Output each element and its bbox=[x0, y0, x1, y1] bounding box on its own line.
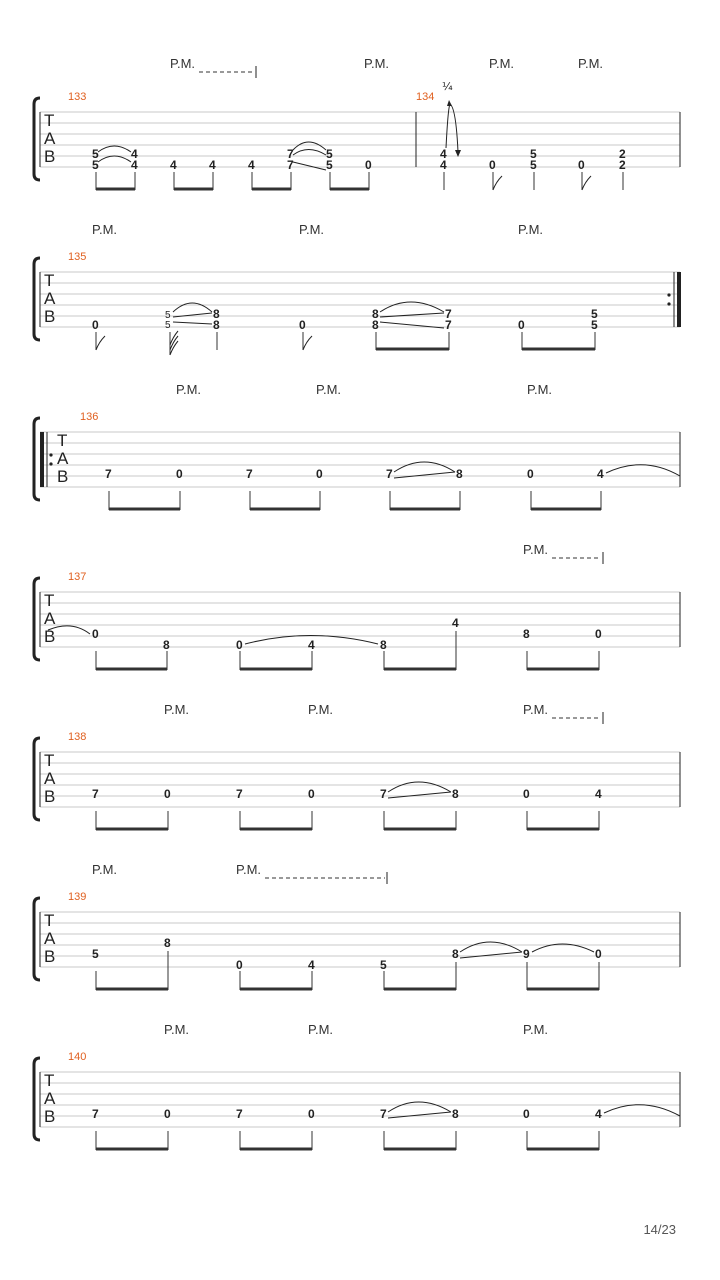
fret-number: 7 bbox=[445, 318, 452, 332]
tie bbox=[293, 142, 326, 150]
tab-clef-a: A bbox=[57, 449, 69, 468]
fret-number: 7 bbox=[92, 787, 99, 801]
system-bracket bbox=[34, 98, 40, 180]
fret-number: 0 bbox=[595, 947, 602, 961]
tie bbox=[173, 303, 212, 312]
fret-number: 4 bbox=[131, 158, 138, 172]
tie bbox=[388, 1102, 451, 1112]
fret-number: 0 bbox=[92, 318, 99, 332]
fret-number: 4 bbox=[209, 158, 216, 172]
palm-mute-label: P.M. bbox=[527, 382, 553, 397]
tab-staff bbox=[40, 272, 680, 327]
tab-staff bbox=[40, 1072, 680, 1127]
fret-number: 5 bbox=[591, 318, 598, 332]
palm-mute-label: P.M. bbox=[578, 56, 604, 71]
fret-number: 0 bbox=[236, 638, 243, 652]
measure-number: 140 bbox=[68, 1051, 87, 1063]
fret-number: 2 bbox=[619, 158, 626, 172]
tie bbox=[604, 1105, 680, 1116]
fret-number: 4 bbox=[131, 147, 138, 161]
fret-number: 8 bbox=[213, 307, 220, 321]
fret-number: 8 bbox=[372, 307, 379, 321]
palm-mute-label: P.M. bbox=[308, 1022, 334, 1037]
fret-number: 5 bbox=[326, 158, 333, 172]
tab-clef-a: A bbox=[44, 609, 56, 628]
fret-number: 4 bbox=[440, 158, 447, 172]
tab-clef-b: B bbox=[44, 147, 56, 166]
tab-staff bbox=[40, 912, 680, 967]
tab-clef-b: B bbox=[57, 467, 69, 486]
palm-mute-label: P.M. bbox=[176, 382, 202, 397]
measure-number: 139 bbox=[68, 891, 87, 903]
tie bbox=[98, 146, 131, 152]
system-4 bbox=[34, 542, 680, 670]
fret-number: 5 bbox=[530, 147, 537, 161]
fret-number: 2 bbox=[619, 147, 626, 161]
measure-number: 136 bbox=[80, 411, 99, 423]
fret-number: 0 bbox=[176, 467, 183, 481]
tab-clef-b: B bbox=[44, 627, 56, 646]
fret-number: 4 bbox=[308, 958, 315, 972]
tab-clef-t: T bbox=[44, 591, 55, 610]
repeat-dot bbox=[49, 462, 52, 465]
tab-clef-a: A bbox=[44, 929, 56, 948]
palm-mute-label: P.M. bbox=[92, 862, 118, 877]
palm-mute-label: P.M. bbox=[518, 222, 544, 237]
fret-number: 8 bbox=[380, 638, 387, 652]
tab-staff bbox=[40, 752, 680, 807]
fret-number: 8 bbox=[213, 318, 220, 332]
measure-number: 133 bbox=[68, 91, 87, 103]
fret-number: 0 bbox=[308, 787, 315, 801]
tab-clef-b: B bbox=[44, 947, 56, 966]
fret-number: 0 bbox=[308, 1107, 315, 1121]
palm-mute-label: P.M. bbox=[92, 222, 118, 237]
measure-number: 135 bbox=[68, 251, 87, 263]
system-bracket bbox=[34, 898, 40, 980]
palm-mute-label: P.M. bbox=[489, 56, 515, 71]
fret-number: 7 bbox=[287, 158, 294, 172]
fret-number: 0 bbox=[236, 958, 243, 972]
tab-clef-t: T bbox=[44, 271, 55, 290]
fret-number: 5 bbox=[380, 958, 387, 972]
system-1 bbox=[34, 56, 680, 190]
fret-number: 7 bbox=[105, 467, 112, 481]
system-bracket bbox=[34, 418, 40, 500]
palm-mute-label: P.M. bbox=[523, 542, 549, 557]
system-7 bbox=[34, 1022, 680, 1150]
fret-number: 7 bbox=[246, 467, 253, 481]
tie bbox=[98, 156, 131, 162]
tab-clef-b: B bbox=[44, 787, 56, 806]
fret-number: 0 bbox=[299, 318, 306, 332]
fret-number: 5 bbox=[92, 947, 99, 961]
palm-mute-label: P.M. bbox=[523, 1022, 549, 1037]
palm-mute-label: P.M. bbox=[308, 702, 334, 717]
fret-number: 4 bbox=[452, 616, 459, 630]
fret-number: 8 bbox=[452, 1107, 459, 1121]
fret-number: 4 bbox=[308, 638, 315, 652]
tie bbox=[394, 462, 455, 472]
repeat-dot bbox=[667, 293, 670, 296]
fret-number: 0 bbox=[527, 467, 534, 481]
system-bracket bbox=[34, 738, 40, 820]
fret-number: 0 bbox=[365, 158, 372, 172]
fret-number: 0 bbox=[578, 158, 585, 172]
system-2 bbox=[34, 222, 681, 355]
tab-clef-a: A bbox=[44, 129, 56, 148]
fret-number: 5 bbox=[165, 320, 171, 331]
tie bbox=[293, 150, 326, 156]
fret-number: 8 bbox=[163, 638, 170, 652]
system-6 bbox=[34, 862, 680, 990]
tab-clef-b: B bbox=[44, 307, 56, 326]
tie bbox=[380, 302, 444, 312]
system-bracket bbox=[34, 1058, 40, 1140]
tab-clef-b: B bbox=[44, 1107, 56, 1126]
slide bbox=[460, 952, 522, 958]
fret-number: 7 bbox=[236, 1107, 243, 1121]
tab-staff bbox=[40, 592, 680, 647]
fret-number: 5 bbox=[326, 147, 333, 161]
fret-number: 0 bbox=[518, 318, 525, 332]
tab-staff bbox=[40, 432, 680, 487]
fret-number: 7 bbox=[92, 1107, 99, 1121]
fret-number: 0 bbox=[489, 158, 496, 172]
measure-number: 138 bbox=[68, 731, 87, 743]
fret-number: 5 bbox=[591, 307, 598, 321]
fret-number: 4 bbox=[248, 158, 255, 172]
fret-number: 4 bbox=[440, 147, 447, 161]
repeat-start-bar bbox=[40, 432, 44, 487]
repeat-dot bbox=[49, 453, 52, 456]
fret-number: 8 bbox=[452, 947, 459, 961]
fret-number: 8 bbox=[452, 787, 459, 801]
tab-clef-t: T bbox=[44, 751, 55, 770]
system-bracket bbox=[34, 258, 40, 340]
palm-mute-label: P.M. bbox=[316, 382, 342, 397]
fret-number: 5 bbox=[92, 147, 99, 161]
tie bbox=[606, 465, 680, 476]
tab-clef-a: A bbox=[44, 769, 56, 788]
tab-clef-a: A bbox=[44, 1089, 56, 1108]
fret-number: 7 bbox=[380, 787, 387, 801]
fret-number: 7 bbox=[386, 467, 393, 481]
tab-clef-t: T bbox=[44, 911, 55, 930]
fret-number: 8 bbox=[523, 627, 530, 641]
fret-number: 4 bbox=[170, 158, 177, 172]
fret-number: 8 bbox=[372, 318, 379, 332]
system-bracket bbox=[34, 578, 40, 660]
fret-number: 4 bbox=[595, 787, 602, 801]
fret-number: 8 bbox=[164, 936, 171, 950]
palm-mute-label: P.M. bbox=[164, 702, 190, 717]
fret-number: 0 bbox=[523, 787, 530, 801]
bend-amount: ¼ bbox=[442, 80, 453, 93]
system-5 bbox=[34, 702, 680, 830]
palm-mute-label: P.M. bbox=[523, 702, 549, 717]
palm-mute-label: P.M. bbox=[170, 56, 196, 71]
fret-number: 7 bbox=[236, 787, 243, 801]
tab-clef-t: T bbox=[57, 431, 68, 450]
bend-arrowhead bbox=[447, 100, 452, 106]
fret-number: 7 bbox=[287, 147, 294, 161]
slide bbox=[173, 322, 212, 324]
palm-mute-label: P.M. bbox=[364, 56, 390, 71]
palm-mute-label: P.M. bbox=[299, 222, 325, 237]
fret-number: 9 bbox=[523, 947, 530, 961]
tab-clef-t: T bbox=[44, 111, 55, 130]
tie bbox=[388, 782, 451, 792]
palm-mute-label: P.M. bbox=[236, 862, 262, 877]
slide bbox=[388, 1112, 451, 1118]
fret-number: 7 bbox=[380, 1107, 387, 1121]
tab-clef-a: A bbox=[44, 289, 56, 308]
fret-number: 0 bbox=[523, 1107, 530, 1121]
palm-mute-label: P.M. bbox=[164, 1022, 190, 1037]
fret-number: 0 bbox=[595, 627, 602, 641]
fret-number: 8 bbox=[456, 467, 463, 481]
fret-number: 4 bbox=[595, 1107, 602, 1121]
slide bbox=[388, 792, 451, 798]
repeat-end-bar bbox=[677, 272, 681, 327]
fret-number: 5 bbox=[530, 158, 537, 172]
fret-number: 5 bbox=[92, 158, 99, 172]
measure-number: 137 bbox=[68, 571, 87, 583]
measure-number: 134 bbox=[416, 91, 435, 103]
fret-number: 0 bbox=[316, 467, 323, 481]
page-number: 14/23 bbox=[643, 1222, 676, 1237]
system-3 bbox=[34, 382, 680, 510]
tie bbox=[460, 942, 522, 952]
fret-number: 4 bbox=[597, 467, 604, 481]
repeat-dot bbox=[667, 302, 670, 305]
tab-clef-t: T bbox=[44, 1071, 55, 1090]
fret-number: 7 bbox=[445, 307, 452, 321]
fret-number: 0 bbox=[164, 1107, 171, 1121]
fret-number: 0 bbox=[164, 787, 171, 801]
fret-number: 5 bbox=[165, 310, 171, 321]
slide bbox=[293, 162, 326, 170]
slide bbox=[394, 472, 455, 478]
fret-number: 0 bbox=[92, 627, 99, 641]
